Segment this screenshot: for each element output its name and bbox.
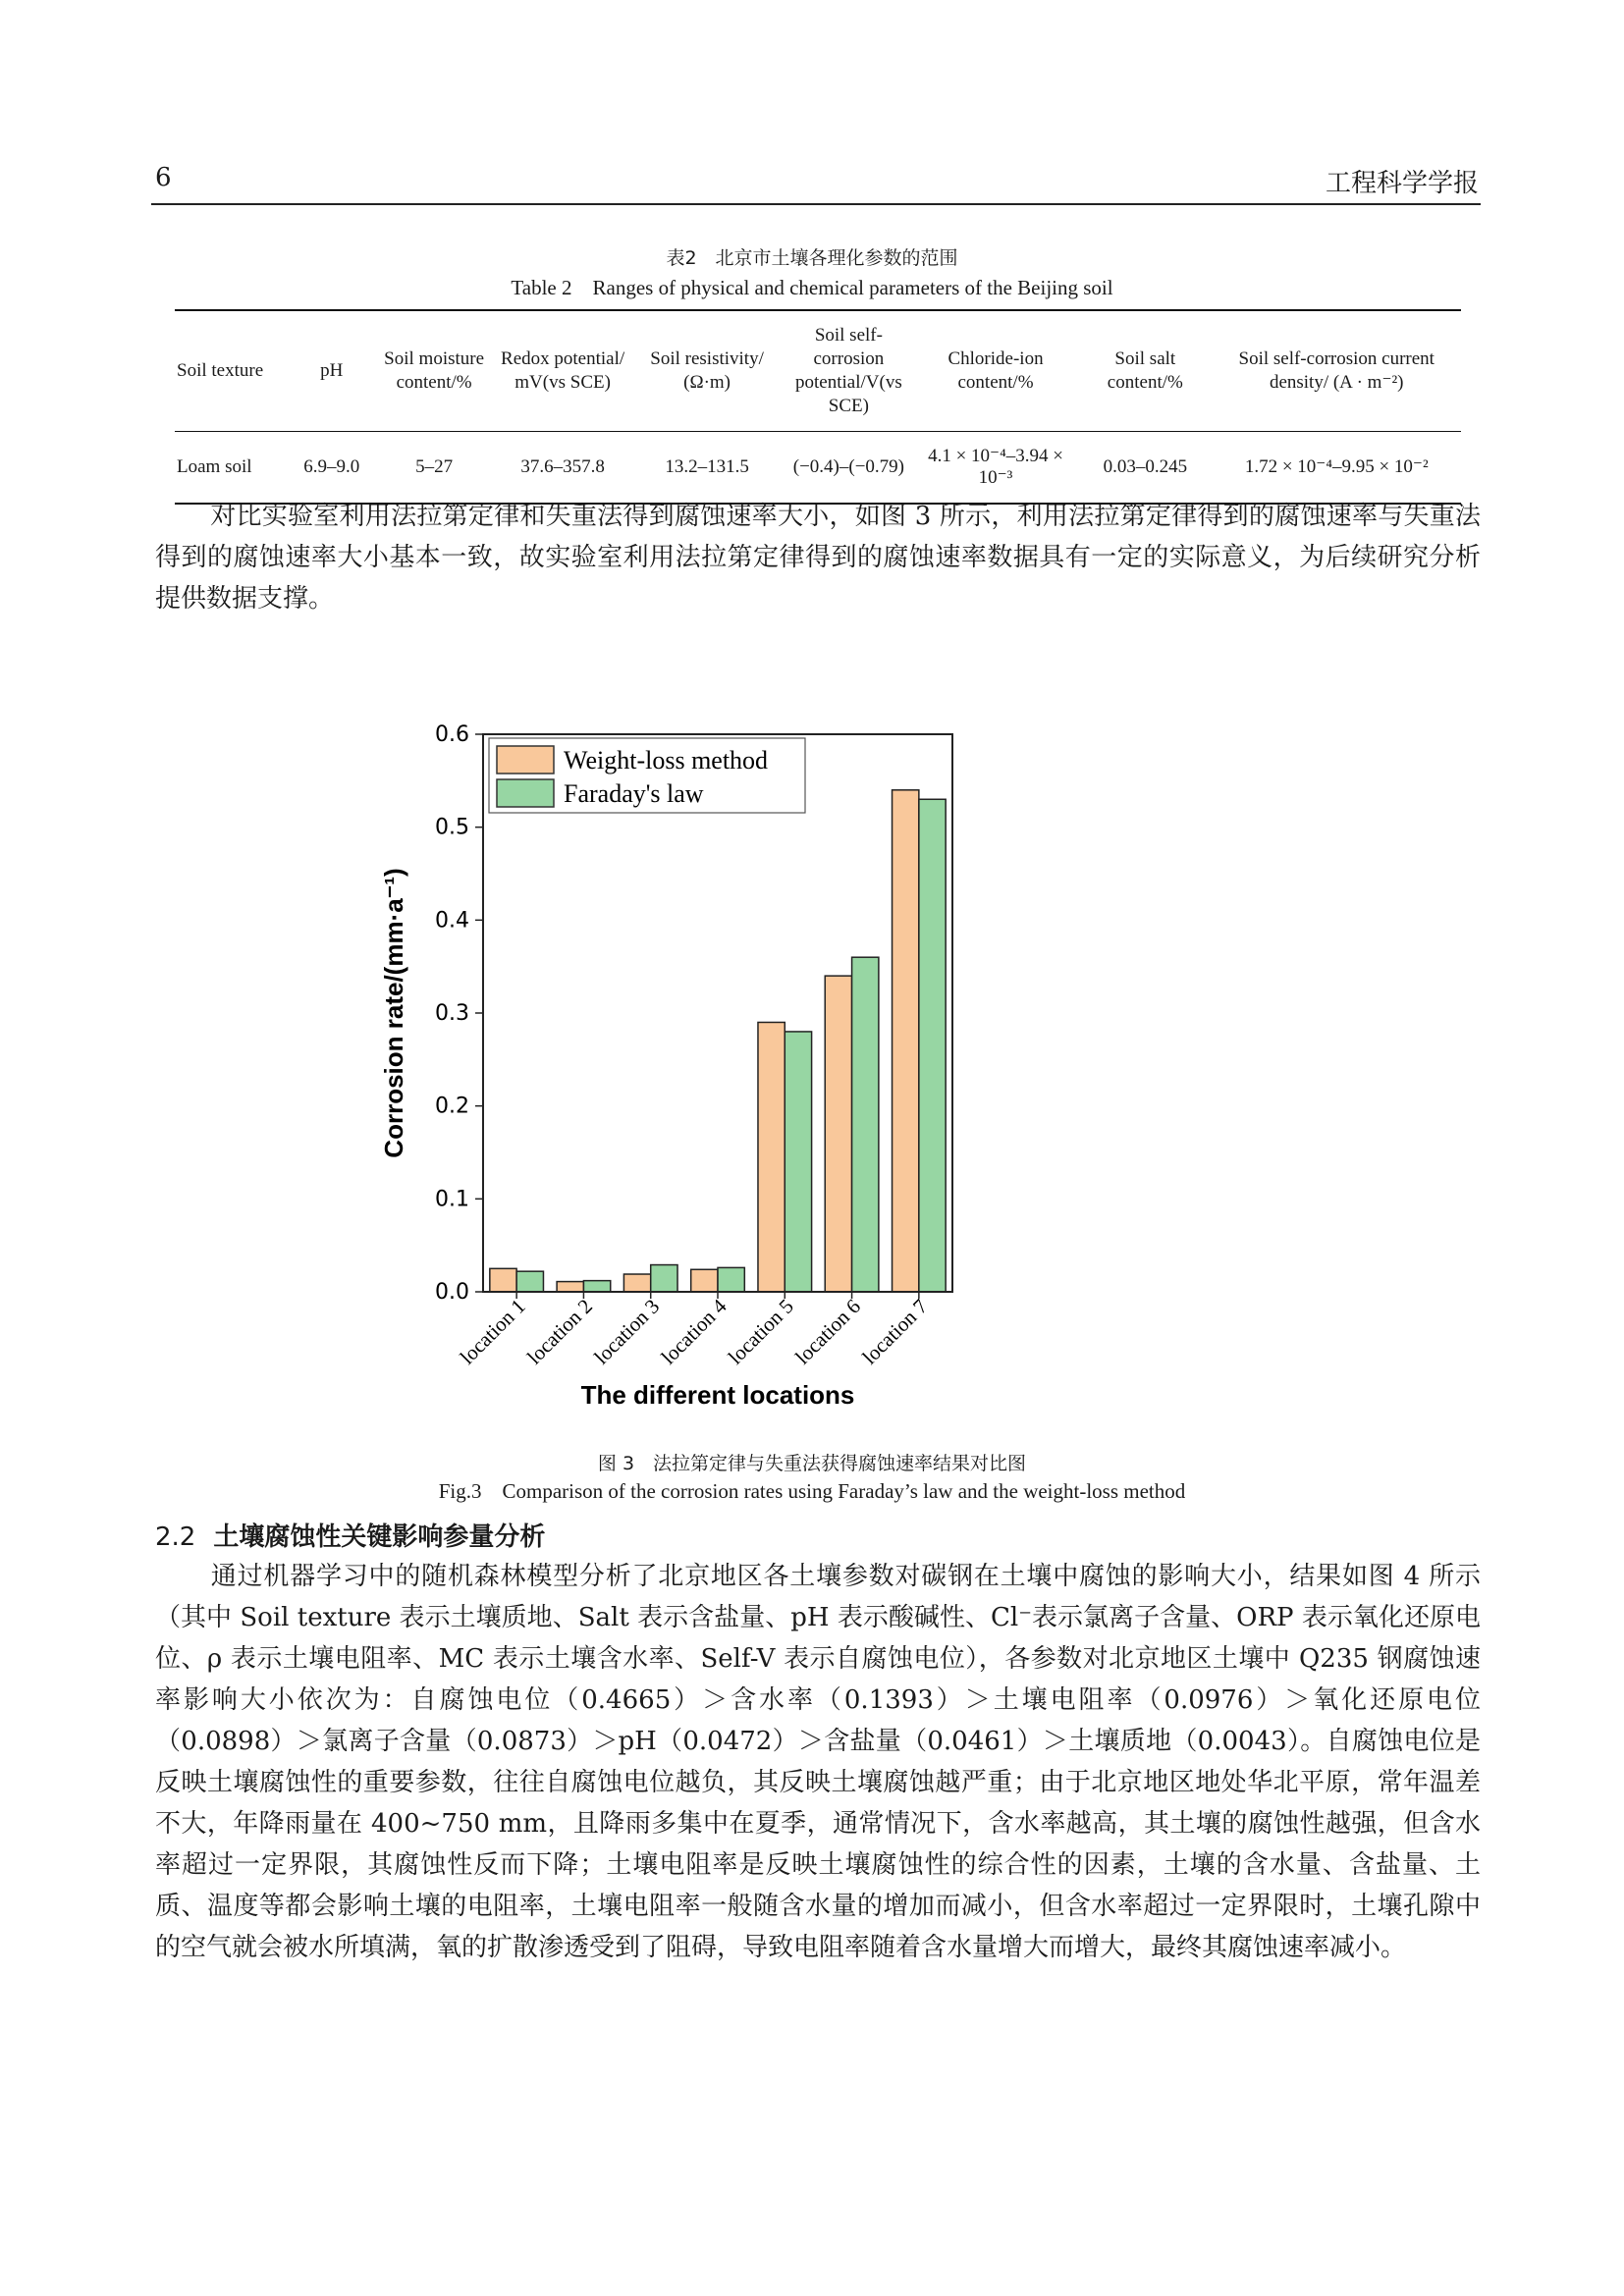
paragraph-text: 对比实验室利用法拉第定律和失重法得到腐蚀速率大小，如图 3 所示，利用法拉第定律得到的腐蚀速率与失重法得到的腐蚀速率大小基本一致，故实验室利用法拉第定律得到的腐蚀速率数据具有一定的实际意义，为后续研究分析提供数据支撑。 (155, 502, 1481, 614)
body-paragraph-1 (155, 496, 1481, 619)
column-header: Redox potential/ mV(vs SCE) (501, 348, 625, 393)
column-header: Soil texture (177, 360, 264, 381)
legend (489, 738, 805, 813)
y-tick-label: 0.0 (435, 1280, 469, 1305)
page-number: 6 (155, 163, 172, 192)
column-header: Soil self-corrosion current density/ (A · m⁻²) (1238, 348, 1435, 393)
bar-weight-loss-5 (758, 1022, 785, 1292)
x-tick-label: location 4 (656, 1294, 731, 1369)
header-rule (151, 203, 1481, 205)
y-tick-label: 0.2 (435, 1094, 469, 1119)
x-tick-label: location 2 (522, 1294, 597, 1369)
y-tick-label: 0.1 (435, 1187, 469, 1212)
figure-3-chart (373, 717, 1237, 1423)
x-tick-label: location 6 (790, 1294, 866, 1369)
x-tick-label: location 3 (589, 1294, 665, 1369)
x-tick-label: location 7 (857, 1294, 933, 1369)
bar-weight-loss-6 (825, 976, 851, 1292)
bar-weight-loss-3 (623, 1274, 650, 1292)
table-cell: 5–27 (415, 456, 454, 477)
section-number: 2.2 (155, 1522, 196, 1552)
table-cell: (−0.4)–(−0.79) (792, 456, 905, 477)
bar-faraday-2 (583, 1281, 610, 1292)
legend-label-weight-loss: Weight-loss method (564, 746, 769, 774)
y-tick-label: 0.3 (435, 1001, 469, 1026)
table-cell: 4.1 × 10⁻⁴–3.94 × 10⁻³ (928, 446, 1063, 488)
bar-weight-loss-2 (557, 1282, 583, 1292)
journal-name: 工程科学学报 (1325, 169, 1479, 198)
table-cell: 13.2–131.5 (665, 456, 749, 477)
table-caption-en: Table 2 Ranges of physical and chemical parameters of the Beijing soil (511, 276, 1113, 299)
legend-swatch-faraday (497, 779, 554, 807)
x-tick-label: location 1 (455, 1294, 530, 1369)
table-header-row (175, 310, 1461, 432)
bar-chart (373, 717, 1237, 1423)
legend-label-faraday: Faraday's law (564, 779, 704, 808)
figure-caption-en: Fig.3 Comparison of the corrosion rates using Faraday’s law and the weight-loss method (438, 1479, 1186, 1503)
y-tick-label: 0.4 (435, 908, 469, 934)
bar-weight-loss-4 (691, 1269, 718, 1292)
table-cell: 37.6–357.8 (520, 456, 605, 477)
table-row (175, 432, 1461, 505)
table-cell: 0.03–0.245 (1103, 456, 1188, 477)
section-title: 土壤腐蚀性关键影响参量分析 (213, 1522, 546, 1552)
y-tick-label: 0.5 (435, 815, 469, 840)
table-cell: 1.72 × 10⁻⁴–9.95 × 10⁻² (1244, 456, 1429, 477)
x-tick-label: location 5 (723, 1294, 798, 1369)
x-axis-label: The different locations (580, 1380, 855, 1410)
column-header: Soil self-corrosion potential/V(vs SCE) (795, 325, 902, 416)
plot-frame (483, 734, 952, 1292)
y-tick-label: 0.6 (435, 722, 469, 747)
column-header: Soil resistivity/ (Ω·m) (650, 348, 764, 393)
column-header: Soil moisture content/% (384, 348, 485, 393)
paragraph-text: 通过机器学习中的随机森林模型分析了北京地区各土壤参数对碳钢在土壤中腐蚀的影响大小，结果如图 4 所示（其中 Soil texture 表示土壤质地、Salt 表示含盐量、pH 表示酸碱性、Cl⁻表示氯离子含量、ORP 表示氧化还原电位、ρ 表示土壤电阻率、MC 表示土壤含水率、Self-V 表示自腐蚀电位），各参数对北京地区土壤中 Q235 钢腐蚀速率影响大小依次为：自腐蚀电位（0.4665）＞含水率（0.1393）＞土壤电阻率（0.0976）＞氧化还原电位（0.0898）＞氯离子含量（0.0873）＞pH（0.0472）＞含盐量（0.0461）＞土壤质地（0.0043）。自腐蚀电位是反映土壤腐蚀性的重要参数，往往自腐蚀电位越负，其反映土壤腐蚀越严重；由于北京地区地处华北平原，常年温差不大，年降雨量在 400~750 mm，且降雨多集中在夏季，通常情况下，含水率越高，其土壤的腐蚀性越强，但含水率超过一定界限，其腐蚀性反而下降；土壤电阻率是反映土壤腐蚀性的综合性的因素，土壤的含水量、含盐量、土质、温度等都会影响土壤的电阻率，土壤电阻率一般随含水量的增加而减小，但含水率超过一定界限时，土壤孔隙中的空气就会被水所填满，氧的扩散渗透受到了阻碍，导致电阻率随着含水量增大而增大，最终其腐蚀速率减小。 (155, 1562, 1481, 1962)
column-header: Chloride-ion content/% (947, 348, 1044, 393)
bar-faraday-5 (785, 1032, 811, 1292)
column-header: pH (320, 360, 344, 381)
parameter-table (175, 309, 1461, 505)
column-header: Soil salt content/% (1107, 348, 1183, 393)
bar-weight-loss-1 (490, 1268, 516, 1292)
y-axis-label: Corrosion rate/(mm·a⁻¹) (379, 868, 408, 1158)
figure-caption-cn: 图 3 法拉第定律与失重法获得腐蚀速率结果对比图 (597, 1453, 1027, 1474)
table-cell: Loam soil (177, 456, 252, 477)
section-heading (155, 1517, 545, 1553)
bar-faraday-7 (919, 799, 946, 1292)
body-paragraph-2 (155, 1556, 1481, 1968)
legend-swatch-weight-loss (497, 746, 554, 774)
table-caption-cn: 表2 北京市土壤各理化参数的范围 (666, 247, 958, 269)
bar-faraday-6 (852, 957, 879, 1292)
table-cell: 6.9–9.0 (303, 456, 360, 477)
bar-faraday-1 (516, 1271, 543, 1292)
bar-faraday-3 (651, 1265, 677, 1292)
bar-faraday-4 (718, 1267, 744, 1292)
bar-weight-loss-7 (893, 790, 919, 1292)
